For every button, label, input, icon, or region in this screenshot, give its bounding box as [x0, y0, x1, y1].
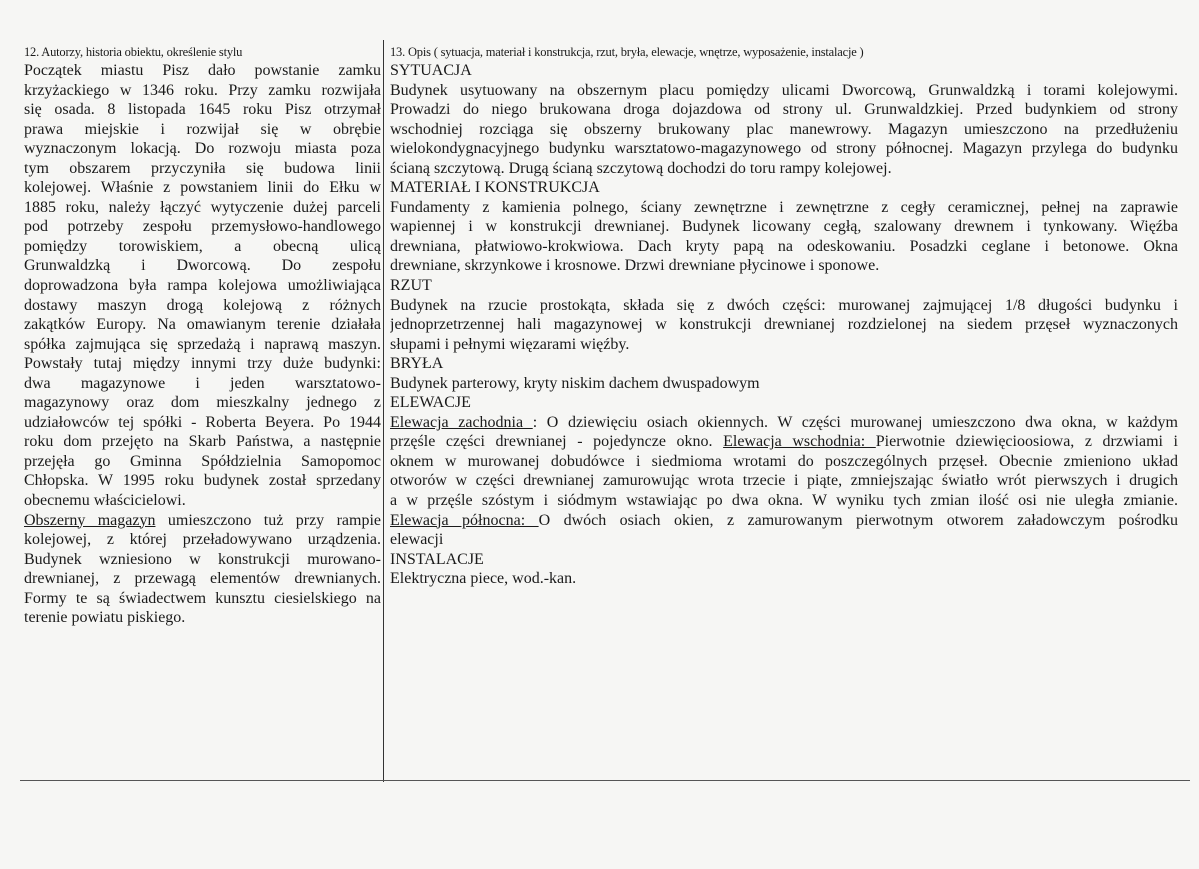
- text-line: Grunwaldzką i Dworcową. Do zespołu: [24, 257, 381, 275]
- text-span: obecnemu właścicielowi.: [24, 492, 186, 510]
- underlined-term: Elewacja zachodnia: [390, 413, 533, 431]
- text-line: Budynek na rzucie prostokąta, składa się z dwóch części: murowanej zajmującej 1/8 długości budynku i: [390, 296, 1178, 314]
- text-line: [390, 511, 1178, 531]
- text-line: [390, 569, 1178, 589]
- text-span: O dwóch osiach okien, z zamurowanym pierwotnym otworem załadowczym pośrodku: [538, 511, 1178, 529]
- text-line: doprowadzona była rampa kolejowa umożliwiająca: [24, 277, 381, 295]
- text-line: Budynek usytuowany na obszernym placu pomiędzy ulicami Dworcową, Grunwaldzką i torami kolejowymi.: [390, 81, 1178, 99]
- text-line: a w przęśle szóstym i siódmym wstawiając po dwa okna. W wyniku tych zmian ilość osi nie uległa zmianie.: [390, 492, 1178, 510]
- text-line: [390, 393, 1178, 413]
- text-span: Pierwotnie dziewięcioosiowa, z drzwiami i: [875, 433, 1178, 451]
- text-line: krzyżackiego w 1346 roku. Przy zamku rozwijała: [24, 81, 381, 99]
- text-line: [390, 374, 1178, 394]
- text-span: słupami i pełnymi więzarami więźby.: [390, 335, 630, 353]
- bottom-rule: [20, 780, 1190, 781]
- text-span: : O dziewięciu osiach okiennych. W części murowanej umieszczono dwa okna, w każdym: [532, 413, 1178, 431]
- text-line: magazynowy oraz dom mieszkalny jednego z: [24, 394, 381, 412]
- text-line: [390, 61, 1178, 81]
- text-line: 1885 roku, należy łączyć wytyczenie dużej parceli: [24, 198, 381, 216]
- text-line: kolejowej. Właśnie z powstaniem linii do Ełku w: [24, 179, 381, 197]
- text-line: zakątków Europy. Na omawianym terenie działała: [24, 316, 381, 334]
- text-line: [390, 159, 1178, 179]
- text-span: terenie powiatu piskiego.: [24, 609, 186, 627]
- text-line: [24, 491, 381, 511]
- text-line: [390, 354, 1178, 374]
- text-span: RZUT: [390, 277, 432, 295]
- text-line: Początek miastu Pisz dało powstanie zamku: [24, 62, 381, 79]
- text-line: drewnianej, z przewagą elementów drewnianych.: [24, 570, 381, 588]
- underlined-term: Elewacja północna:: [390, 511, 539, 529]
- text-line: pomiędzy torowiskiem, a obecną ulicą: [24, 237, 381, 255]
- text-span: przęśle części drewnianej - pojedyncze okno.: [390, 433, 724, 451]
- text-line: [390, 178, 1178, 198]
- text-line: [390, 530, 1178, 550]
- text-line: dostawy maszyn drogą kolejową z różnych: [24, 296, 381, 314]
- column-divider: [383, 40, 384, 782]
- text-line: spółka zajmująca się sprzedażą i naprawą maszyn.: [24, 335, 381, 353]
- text-line: [390, 550, 1178, 570]
- text-span: INSTALACJE: [390, 550, 484, 568]
- text-span: ELEWACJE: [390, 394, 471, 412]
- text-line: Chłopska. W 1995 roku budynek został sprzedany: [24, 472, 381, 490]
- underlined-term: Elewacja wschodnia:: [723, 433, 876, 451]
- text-line: udziałowców tej spółki - Roberta Beyera. Po 1944: [24, 413, 381, 431]
- history-section: [24, 44, 381, 628]
- text-line: [24, 511, 381, 531]
- text-line: Budynek wzniesiono w konstrukcji murowano-: [24, 550, 381, 568]
- text-span: drewniane, skrzynkowe i krosnowe. Drzwi drewniane płycinowe i sponowe.: [390, 257, 880, 275]
- text-line: jednoprzetrzennej hali magazynowej w konstrukcji drewnianej rozdzielonej na siedem przęseł wyznaczonych: [390, 316, 1178, 334]
- text-line: Powstały tutaj między innymi trzy duże budynki:: [24, 355, 381, 373]
- text-line: [24, 608, 381, 628]
- text-span: ścianą szczytową. Drugą ścianą szczytową dochodzi do toru rampy kolejowej.: [390, 159, 892, 177]
- underlined-term: Obszerny magazyn: [24, 511, 156, 529]
- text-span: MATERIAŁ I KONSTRUKCJA: [390, 179, 600, 197]
- text-line: pod potrzeby zespołu przemysłowo-handlowego: [24, 218, 381, 236]
- text-line: [390, 413, 1178, 433]
- history-text: [24, 61, 381, 628]
- text-span: Budynek parterowy, kryty niskim dachem dwuspadowym: [390, 374, 760, 392]
- section-13-header: 13. Opis ( sytuacja, materiał i konstrukcja, rzut, bryła, elewacje, wnętrze, wyposażenie, instalacje ): [390, 45, 864, 59]
- text-line: przejęła go Gminna Spółdzielnia Samopomoc: [24, 452, 381, 470]
- text-line: wschodniej rozciąga się obszerny brukowany plac manewrowy. Magazyn umieszczono na przedłużeniu: [390, 120, 1178, 138]
- text-line: [390, 276, 1178, 296]
- description-text: [390, 61, 1178, 589]
- section-12-header: 12. Autorzy, historia obiektu, określenie stylu: [24, 45, 243, 59]
- text-span: Elektryczna piece, wod.-kan.: [390, 570, 577, 588]
- description-section: [390, 44, 1178, 589]
- text-span: SYTUACJA: [390, 62, 472, 79]
- text-line: oknem w murowanej dobudówce i siedmioma wrotami do poszczególnych przęseł. Obecnie zmieniono układ: [390, 452, 1178, 470]
- text-line: Fundamenty z kamienia polnego, ściany zewnętrzne i zewnętrzne z cegły ceramicznej, pełnej na zaprawie: [390, 198, 1178, 216]
- text-line: kolejowej, z której przeładowywano urządzenia.: [24, 531, 381, 549]
- text-span: elewacji: [390, 531, 444, 549]
- text-line: wyznaczonym lokacją. Do rozwoju miasta poza: [24, 140, 381, 158]
- text-line: Formy te są świadectwem kunsztu ciesielskiego na: [24, 589, 381, 607]
- text-line: wielokondygnacyjnego budynku warsztatowo-magazynowego od strony północnej. Magazyn przylega do budynku: [390, 140, 1178, 158]
- text-line: się osada. 8 listopada 1645 roku Pisz otrzymał: [24, 101, 381, 119]
- text-span: umieszczono tuż przy rampie: [155, 511, 381, 529]
- text-line: [390, 335, 1178, 355]
- text-line: roku dom przejęto na Skarb Państwa, a następnie: [24, 433, 381, 451]
- text-line: dwa magazynowe i jeden warsztatowo-: [24, 374, 381, 392]
- text-line: [390, 432, 1178, 452]
- text-line: prawa miejskie i rozwijał się w obrębie: [24, 120, 381, 138]
- text-line: drewniana, płatwiowo-krokwiowa. Dach kryty papą na odeskowaniu. Posadzki ceglane i betonowe. Okna: [390, 237, 1178, 255]
- text-line: wapiennej i w konstrukcji drewnianej. Budynek licowany cegłą, szalowany drewnem i tynkowany. Więźba: [390, 218, 1178, 236]
- text-line: tym obszarem przyczyniła się budowa linii: [24, 159, 381, 177]
- text-line: [390, 256, 1178, 276]
- text-line: otworów w części drewnianej zamurowując wrota trzecie i piąte, zmniejszając światło wrót pierwszych i drugich: [390, 472, 1178, 490]
- text-span: BRYŁA: [390, 355, 444, 373]
- text-line: Prowadzi do niego brukowana droga dojazdowa od strony ul. Grunwaldzkiej. Przed budynkiem od strony: [390, 101, 1178, 119]
